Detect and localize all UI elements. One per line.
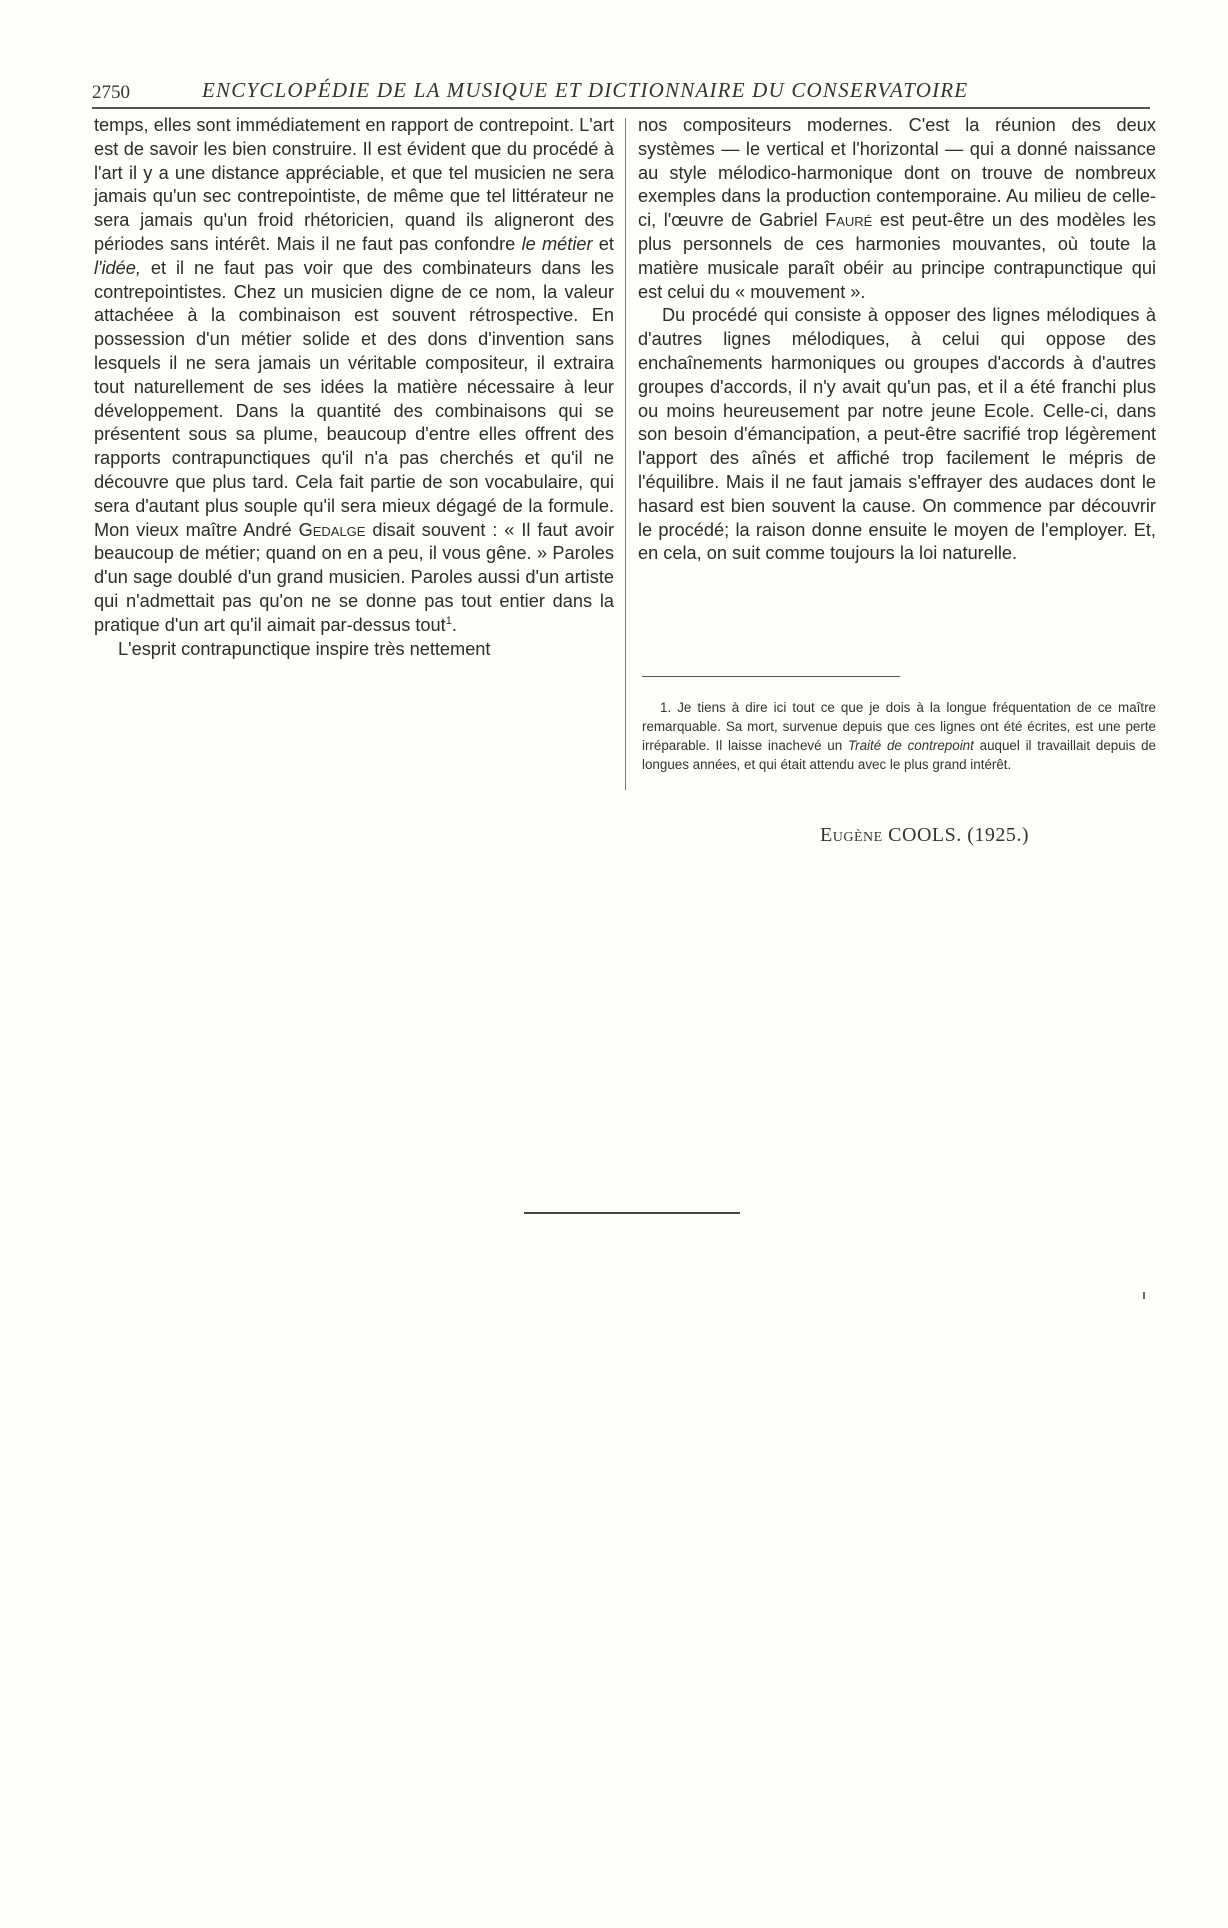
emphasis-text: Traité de contrepoint [847, 738, 974, 753]
text-run: et [592, 233, 614, 254]
person-name-gedalge: Gedalge [298, 519, 366, 540]
print-speck [1143, 1292, 1145, 1299]
footnote-marker: 1 [445, 614, 452, 627]
signature-year: (1925.) [967, 824, 1030, 846]
running-title: ENCYCLOPÉDIE DE LA MUSIQUE ET DICTIONNAIRE DU CONSERVATOIRE [202, 78, 969, 102]
header-rule [92, 107, 1150, 109]
right-paragraph-2: Du procédé qui consiste à opposer des lignes mélodiques à d'autres lignes mélodiques, à celui qui oppose des enchaînements harmoniques ou groupes d'accords à d'autres groupes d'accords, il n'y avait qu'un pas, et il a été franchi plus ou moins heureusement par notre jeune Ecole. Celle-ci, dans son besoin d'émancipation, a peut-être sacrifié trop légèrement l'apport des aînés et affiché trop facilement le mépris de l'équilibre. Mais il ne faut jamais s'effrayer des audaces dont le hasard est bien souvent la cause. On commence par découvrir le procédé; la raison donne ensuite le moyen de l'employer. Et, en cela, on suit comme toujours la loi naturelle. [638, 305, 1156, 564]
text-run: 1. Je tiens à dire ici tout ce que je dois à la longue fréquentation de ce maître remarquable. Sa mort, survenue depuis que ces lignes ont été écrites, est une perte irréparable. Il laisse inachevé un [642, 700, 1156, 753]
column-divider [625, 118, 626, 790]
text-run: et il ne faut pas voir que des combinateurs dans les contrepointistes. Chez un musicien digne de ce nom, la valeur attachéee à la combinaison est souvent rétrospective. En possession d'un métier solide et des dons d'invention sans lesquels il ne sera jamais un véritable compositeur, il extraira tout naturellement de ses idées la matière nécessaire à leur développement. Dans la quantité des combinaisons qui se présentent sous sa plume, beaucoup d'entre elles offrent des rapports contrapunctiques qu'il n'a pas cherchés et qu'il ne découvre que plus tard. Cela fait partie de son vocabulaire, qui sera d'autant plus souple qu'il sera mieux dégagé de la formule. Mon vieux maître André [94, 257, 614, 540]
author-first-name: Eugène [820, 824, 883, 846]
text-run: . [451, 614, 457, 635]
person-name-faure: Fauré [825, 210, 873, 231]
author-signature [820, 824, 1029, 847]
footnote [642, 698, 1156, 774]
footnote-rule [642, 676, 900, 677]
emphasis-text: l'idée, [94, 257, 141, 278]
text-run: temps, elles sont immédiatement en rapport de contrepoint. L'art est de savoir les bien construire. Il est évident que du procédé à l'art il y a une distance appréciable, et que tel musicien ne sera jamais qu'un sec contrepointiste, de même que tel littérateur ne sera jamais qu'un froid rhétoricien, quand ils aligneront des périodes sans intérêt. Mais il ne faut pas confondre [94, 115, 614, 254]
text-run: disait souvent : « Il faut avoir beaucoup de métier; quand on en a peu, il vous gêne. » Paroles d'un sage doublé d'un grand musicien. Paroles aussi d'un artiste qui n'admettait pas qu'on ne se donne pas tout entier dans la pratique d'un art qu'il aimait par-dessus tout [94, 519, 614, 635]
page-header [92, 78, 1102, 108]
text-run: auquel il travaillait depuis de longues années, et qui était attendu avec le plus grand intérêt. [642, 738, 1156, 772]
text-run: nos compositeurs modernes. C'est la réunion des deux systèmes — le vertical et l'horizontal — qui a donné naissance au style mélodico-harmonique dont on trouve de nombreux exemples dans la production contemporaine. Au milieu de celle-ci, l'œuvre de Gabriel [638, 115, 1156, 231]
text-run: est peut-être un des modèles les plus personnels de ces harmonies mouvantes, où toute la matière musicale paraît obéir au principe contrapunctique qui est celui du « mouvement ». [638, 210, 1156, 302]
right-paragraph-1 [638, 114, 1156, 304]
author-last-name: COOLS. [888, 824, 962, 846]
emphasis-text: le métier [521, 233, 593, 254]
page-number: 2750 [92, 82, 130, 103]
end-rule [524, 1212, 740, 1214]
right-column [638, 114, 1156, 566]
left-paragraph-1 [94, 114, 614, 638]
left-paragraph-2: L'esprit contrapunctique inspire très nettement [118, 638, 491, 659]
left-column [94, 114, 614, 661]
